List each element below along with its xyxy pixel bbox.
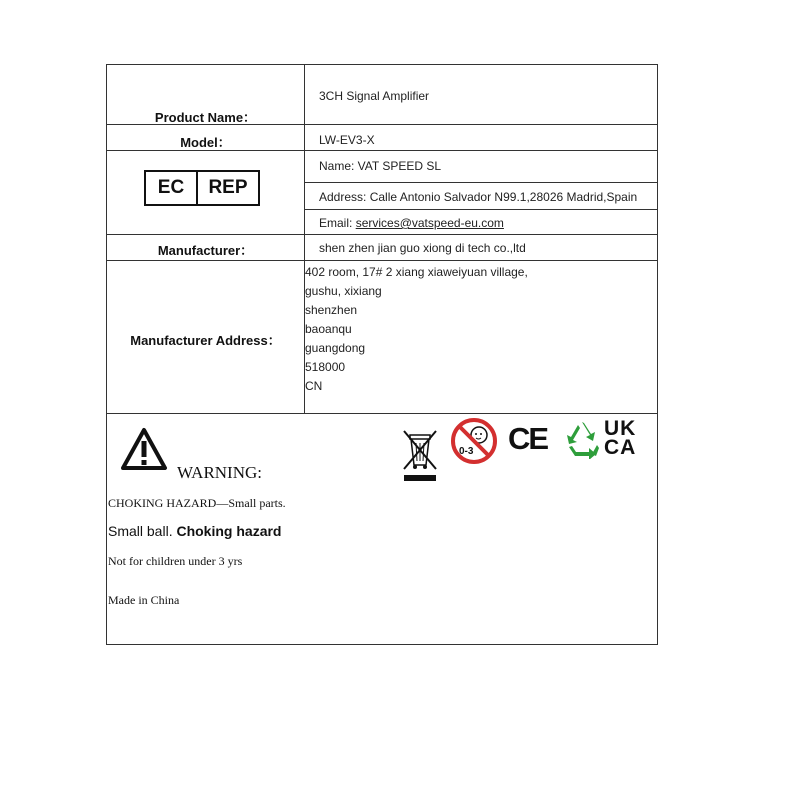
crossed-bin-icon [402,427,438,483]
address-line: baoanqu [305,322,352,336]
address-line: 402 room, 17# 2 xiang xiaweiyuan village, [305,265,528,279]
product-name-value: 3CH Signal Amplifier [319,89,430,103]
address-line: 518000 [305,360,346,374]
no-under-3-icon [450,417,498,465]
manufacturer-value: shen zhen jian guo xiong di tech co.,ltd [319,241,526,255]
email-link[interactable]: services@vatspeed-eu.com [355,216,504,230]
email-prefix: Email: [319,216,356,230]
warning-triangle-icon [120,427,168,471]
ukca-mark-icon [604,419,636,457]
model-value: LW-EV3-X [319,133,375,147]
ec-rep-name: Name: VAT SPEED SL [319,159,442,173]
row-divider [107,260,657,261]
address-line: guangdong [305,341,366,355]
address-line: gushu, xixiang [305,284,382,298]
recycle-icon [563,419,601,459]
warning-age-notice: Not for children under 3 yrs [108,554,243,568]
ec-rep-address: Address: Calle Antonio Salvador N99.1,28026 Madrid,Spain [319,190,638,204]
ec-rep-badge [144,170,260,206]
warning-small-ball-plain: Small ball. [108,523,177,539]
ec-rep-email-row [319,216,504,230]
ec-badge-text: EC [146,172,198,204]
ce-mark-text: CE [508,421,548,456]
made-in-country: Made in China [108,593,180,607]
address-line: shenzhen [305,303,358,317]
manufacturer-label: Manufacturer： [157,243,254,258]
row-divider [107,234,657,235]
model-label: Model： [180,135,231,150]
manufacturer-address-lines [305,263,528,396]
age-label: 0-3 [459,446,474,457]
rep-badge-text: REP [208,177,248,198]
row-divider [304,182,657,183]
warning-small-ball [108,523,281,539]
warning-choking-hazard: CHOKING HAZARD—Small parts. [108,496,286,510]
manufacturer-address-label: Manufacturer Address： [130,333,281,348]
product-label-sheet [106,64,658,645]
row-divider [107,413,657,414]
warning-title: WARNING: [177,463,262,482]
row-divider [304,209,657,210]
product-name-label: Product Name： [154,110,257,125]
ukca-bottom-text: CA [604,436,637,459]
ukca-top-text: UK [604,417,637,440]
address-line: CN [305,379,323,393]
warning-small-ball-bold: Choking hazard [176,523,282,539]
ce-mark-icon [508,421,547,457]
